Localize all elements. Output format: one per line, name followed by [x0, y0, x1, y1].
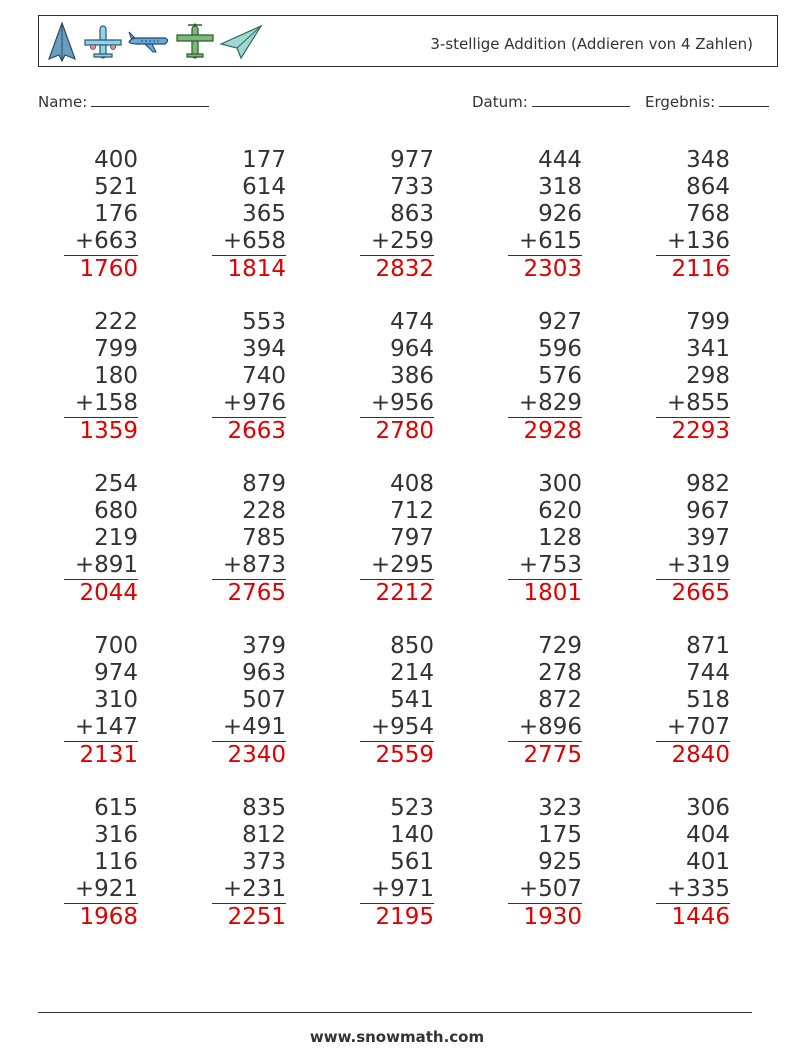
- addend: 474: [390, 309, 434, 335]
- addend: 348: [686, 147, 730, 173]
- propeller-plane-icon: [175, 22, 215, 62]
- addition-problem: [620, 795, 730, 931]
- answer: 2928: [523, 418, 582, 444]
- addend: 116: [94, 849, 138, 875]
- addend: 797: [390, 525, 434, 551]
- addend: 373: [242, 849, 286, 875]
- addend-with-plus: +873: [222, 552, 286, 578]
- addend: 408: [390, 471, 434, 497]
- addend-with-plus: +954: [370, 714, 434, 740]
- answer: 2212: [375, 580, 434, 606]
- addend-with-plus: +147: [74, 714, 138, 740]
- addition-problem: [620, 309, 730, 445]
- name-label: Name:: [38, 93, 88, 111]
- paper-plane-icon: [219, 24, 263, 60]
- addition-problem: [28, 147, 138, 283]
- addend: 963: [242, 660, 286, 686]
- addend-with-plus: +976: [222, 390, 286, 416]
- addend: 871: [686, 633, 730, 659]
- addend: 219: [94, 525, 138, 551]
- addition-problem: [324, 795, 434, 931]
- answer: 2195: [375, 904, 434, 930]
- addend-with-plus: +663: [74, 228, 138, 254]
- addend-with-plus: +491: [222, 714, 286, 740]
- answer: 2832: [375, 256, 434, 282]
- date-field: [472, 92, 630, 111]
- addend: 879: [242, 471, 286, 497]
- addition-problem: [28, 309, 138, 445]
- addend-with-plus: +507: [518, 876, 582, 902]
- addend: 365: [242, 201, 286, 227]
- addend: 967: [686, 498, 730, 524]
- addend-with-plus: +319: [666, 552, 730, 578]
- jet-icon: [45, 21, 79, 63]
- addend: 964: [390, 336, 434, 362]
- addend: 228: [242, 498, 286, 524]
- addend-with-plus: +615: [518, 228, 582, 254]
- addition-problem: [620, 147, 730, 283]
- answer: 2131: [79, 742, 138, 768]
- addend: 298: [686, 363, 730, 389]
- addend: 541: [390, 687, 434, 713]
- addend: 864: [686, 174, 730, 200]
- answer: 2780: [375, 418, 434, 444]
- addend: 977: [390, 147, 434, 173]
- addend: 177: [242, 147, 286, 173]
- answer: 2044: [79, 580, 138, 606]
- answer: 2559: [375, 742, 434, 768]
- addition-problem: [472, 309, 582, 445]
- addition-problem: [28, 471, 138, 607]
- answer: 2251: [227, 904, 286, 930]
- footer-divider: [38, 1012, 752, 1013]
- addend: 576: [538, 363, 582, 389]
- addend: 521: [94, 174, 138, 200]
- addition-problem: [324, 147, 434, 283]
- answer: 2303: [523, 256, 582, 282]
- addend: 553: [242, 309, 286, 335]
- answer: 2840: [671, 742, 730, 768]
- addition-problem: [620, 471, 730, 607]
- addend: 812: [242, 822, 286, 848]
- addition-problem: [472, 795, 582, 931]
- addend: 394: [242, 336, 286, 362]
- answer: 1968: [79, 904, 138, 930]
- addend: 561: [390, 849, 434, 875]
- answer: 2116: [671, 256, 730, 282]
- addend: 518: [686, 687, 730, 713]
- addend: 850: [390, 633, 434, 659]
- worksheet-title: 3-stellige Addition (Addieren von 4 Zahlen): [430, 35, 753, 53]
- worksheet-header: [38, 15, 778, 67]
- addend-with-plus: +855: [666, 390, 730, 416]
- addend: 379: [242, 633, 286, 659]
- addend: 925: [538, 849, 582, 875]
- answer: 2293: [671, 418, 730, 444]
- addend-with-plus: +921: [74, 876, 138, 902]
- date-line[interactable]: [532, 92, 630, 107]
- addition-problem: [28, 633, 138, 769]
- addition-problem: [324, 471, 434, 607]
- addend-with-plus: +829: [518, 390, 582, 416]
- addend: 596: [538, 336, 582, 362]
- addend: 744: [686, 660, 730, 686]
- addend: 835: [242, 795, 286, 821]
- addition-problem: [176, 147, 286, 283]
- result-field: [645, 92, 769, 111]
- addition-problem: [176, 795, 286, 931]
- addend: 397: [686, 525, 730, 551]
- addend: 386: [390, 363, 434, 389]
- addend: 740: [242, 363, 286, 389]
- addend: 507: [242, 687, 286, 713]
- addend-with-plus: +753: [518, 552, 582, 578]
- answer: 2663: [227, 418, 286, 444]
- addend-with-plus: +335: [666, 876, 730, 902]
- addition-problem: [324, 633, 434, 769]
- addend: 700: [94, 633, 138, 659]
- answer: 1814: [227, 256, 286, 282]
- addition-problem: [176, 633, 286, 769]
- addend-with-plus: +956: [370, 390, 434, 416]
- answer: 1359: [79, 418, 138, 444]
- addend: 615: [94, 795, 138, 821]
- addend-with-plus: +136: [666, 228, 730, 254]
- addend: 222: [94, 309, 138, 335]
- addend: 140: [390, 822, 434, 848]
- addend: 254: [94, 471, 138, 497]
- answer: 1801: [523, 580, 582, 606]
- answer: 2765: [227, 580, 286, 606]
- addition-problem: [620, 633, 730, 769]
- addition-problem: [472, 147, 582, 283]
- addition-problem: [176, 309, 286, 445]
- airliner-icon: [127, 30, 171, 54]
- result-line[interactable]: [719, 92, 769, 107]
- addend-with-plus: +295: [370, 552, 434, 578]
- addend: 926: [538, 201, 582, 227]
- addend: 733: [390, 174, 434, 200]
- addend: 799: [94, 336, 138, 362]
- addend: 323: [538, 795, 582, 821]
- name-field: [38, 92, 209, 111]
- icon-strip: [45, 20, 263, 64]
- addend: 872: [538, 687, 582, 713]
- name-line[interactable]: [91, 92, 209, 107]
- addition-problem: [176, 471, 286, 607]
- answer: 1760: [79, 256, 138, 282]
- addend-with-plus: +259: [370, 228, 434, 254]
- addend-with-plus: +896: [518, 714, 582, 740]
- addend: 341: [686, 336, 730, 362]
- addend: 310: [94, 687, 138, 713]
- addend-with-plus: +231: [222, 876, 286, 902]
- addition-problem: [28, 795, 138, 931]
- addend-with-plus: +707: [666, 714, 730, 740]
- addend: 444: [538, 147, 582, 173]
- addend: 799: [686, 309, 730, 335]
- footer-site: www.snowmath.com: [309, 1028, 485, 1046]
- addend: 982: [686, 471, 730, 497]
- addend-with-plus: +971: [370, 876, 434, 902]
- date-label: Datum:: [472, 93, 528, 111]
- addend: 400: [94, 147, 138, 173]
- addend: 214: [390, 660, 434, 686]
- addend: 316: [94, 822, 138, 848]
- addend: 404: [686, 822, 730, 848]
- addend: 176: [94, 201, 138, 227]
- answer: 1446: [671, 904, 730, 930]
- result-label: Ergebnis:: [645, 93, 716, 111]
- addend: 620: [538, 498, 582, 524]
- addition-problem: [324, 309, 434, 445]
- addition-problem: [472, 471, 582, 607]
- answer: 2775: [523, 742, 582, 768]
- addend: 614: [242, 174, 286, 200]
- addition-problem: [472, 633, 582, 769]
- addend: 401: [686, 849, 730, 875]
- answer: 2340: [227, 742, 286, 768]
- addend: 318: [538, 174, 582, 200]
- answer: 1930: [523, 904, 582, 930]
- plane-icon: [83, 24, 123, 60]
- addend: 680: [94, 498, 138, 524]
- addend: 278: [538, 660, 582, 686]
- addend: 128: [538, 525, 582, 551]
- addend: 863: [390, 201, 434, 227]
- addend: 785: [242, 525, 286, 551]
- addend: 300: [538, 471, 582, 497]
- addend: 306: [686, 795, 730, 821]
- addend: 523: [390, 795, 434, 821]
- addend-with-plus: +658: [222, 228, 286, 254]
- addend-with-plus: +891: [74, 552, 138, 578]
- addend: 175: [538, 822, 582, 848]
- addend: 180: [94, 363, 138, 389]
- addend-with-plus: +158: [74, 390, 138, 416]
- addend: 927: [538, 309, 582, 335]
- addend: 974: [94, 660, 138, 686]
- addend: 768: [686, 201, 730, 227]
- addend: 729: [538, 633, 582, 659]
- answer: 2665: [671, 580, 730, 606]
- addend: 712: [390, 498, 434, 524]
